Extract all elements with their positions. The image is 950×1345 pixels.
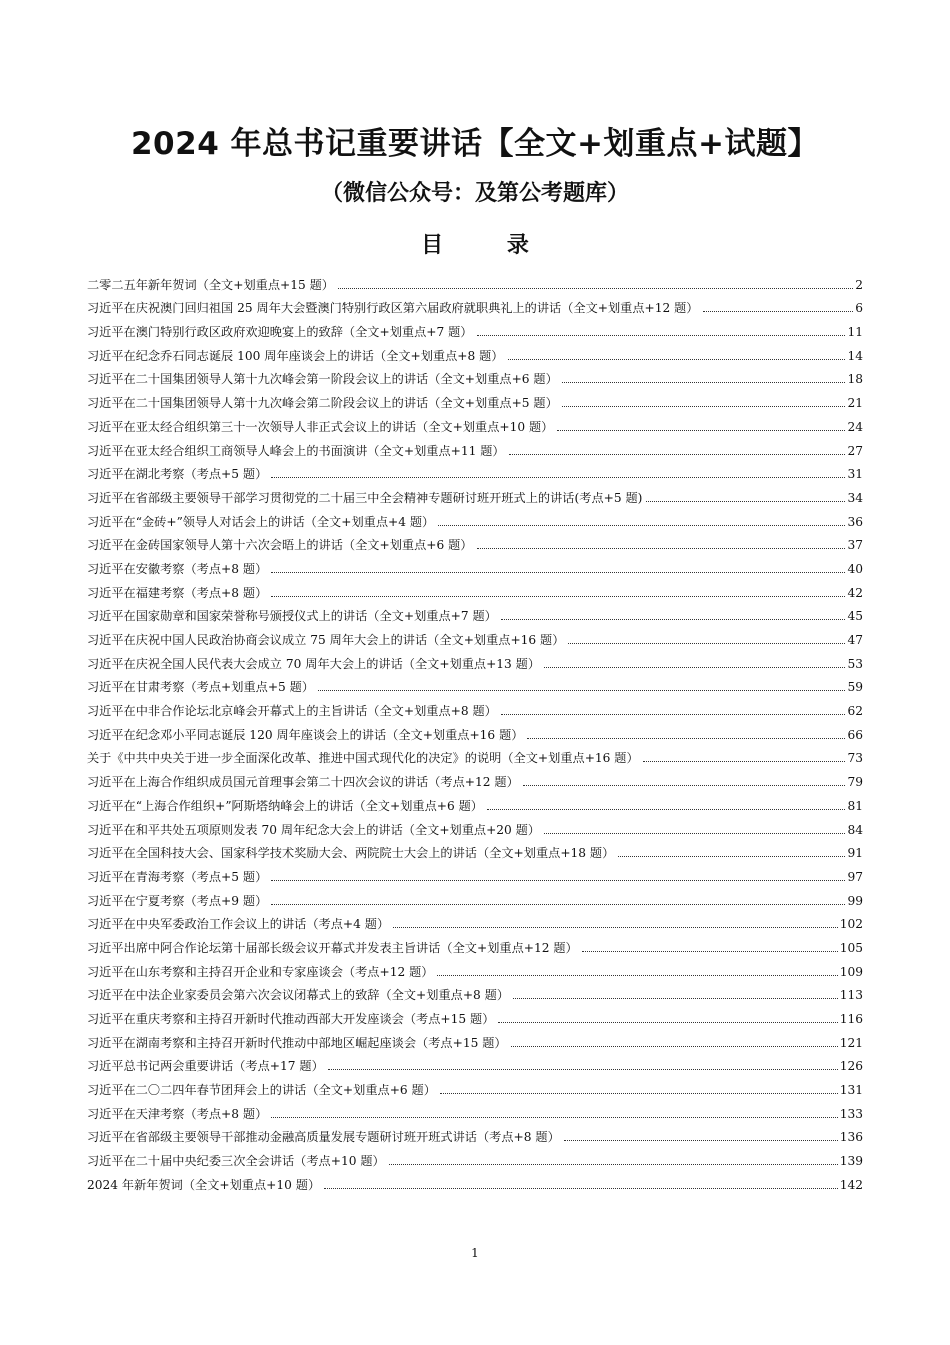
toc-entry[interactable] [87,576,863,600]
toc-entry[interactable] [87,931,863,955]
toc-entry-page: 102 [839,917,863,932]
toc-leader-dots [703,311,854,312]
toc-entry-title: 习近平在宁夏考察（考点+9 题） [87,893,268,908]
toc-leader-dots [582,951,838,952]
toc-leader-dots [393,927,838,928]
toc-entry[interactable] [87,1121,863,1145]
toc-entry[interactable] [87,600,863,624]
toc-entry-title: 习近平在重庆考察和主持召开新时代推动西部大开发座谈会（考点+15 题） [87,1012,495,1026]
toc-entry-page: 31 [847,467,863,482]
toc-entry[interactable] [87,1144,863,1168]
toc-entry-title: 习近平在湖南考察和主持召开新时代推动中部地区崛起座谈会（考点+15 题） [87,1035,507,1050]
toc-entry-page: 126 [839,1059,863,1074]
toc-entry[interactable] [87,315,863,339]
toc-entry-title: 习近平在中非合作论坛北京峰会开幕式上的主旨讲话（全文+划重点+8 题） [87,704,497,719]
toc-entry[interactable] [87,884,863,908]
toc-entry-page: 59 [847,680,863,695]
toc-leader-dots [523,785,846,786]
toc-entry-page: 47 [847,633,863,647]
toc-entry[interactable] [87,410,863,434]
toc-entry-page: 42 [847,585,863,600]
toc-entry[interactable] [87,979,863,1003]
toc-entry-page: 131 [839,1083,863,1098]
toc-entry-title: 习近平在金砖国家领导人第十六次会晤上的讲话（全文+划重点+6 题） [87,538,473,553]
toc-leader-dots [527,738,845,739]
toc-entry-title: 习近平在“上海合作组织+”阿斯塔纳峰会上的讲话（全文+划重点+6 题） [87,798,483,813]
toc-leader-dots [477,335,846,336]
toc-leader-dots [501,619,846,620]
toc-entry-title: 习近平在福建考察（考点+8 题） [87,585,268,600]
toc-entry-page: 142 [839,1177,863,1192]
toc-leader-dots [511,1046,838,1047]
toc-entry[interactable] [87,529,863,553]
toc-entry-page: 37 [847,538,863,553]
toc-entry[interactable] [87,1026,863,1050]
toc-entry-page: 53 [847,656,863,671]
toc-entry-page: 27 [847,443,863,458]
toc-entry-title: 习近平在庆祝全国人民代表大会成立 70 周年大会上的讲话（全文+划重点+13 题） [87,656,541,671]
toc-entry[interactable] [87,742,863,766]
toc-leader-dots [271,880,845,881]
toc-entry-page: 62 [847,704,863,719]
toc-entry[interactable] [87,765,863,789]
toc-leader-dots [564,1140,838,1141]
toc-entry-title: 习近平在二十国集团领导人第十九次峰会第二阶段会议上的讲话（全文+划重点+5 题） [87,396,558,411]
toc-entry-title: 习近平在庆祝澳门回归祖国 25 周年大会暨澳门特别行政区第六届政府就职典礼上的讲话（全文+划重点+12 题） [87,301,699,316]
toc-entry[interactable] [87,837,863,861]
toc-entry-title: 2024 年新年贺词（全文+划重点+10 题） [87,1177,321,1192]
toc-leader-dots [508,359,846,360]
toc-leader-dots [568,643,845,644]
toc-entry[interactable] [87,860,863,884]
toc-entry-page: 18 [847,372,863,387]
toc-entry-page: 105 [839,940,863,955]
toc-entry-page: 36 [847,514,863,529]
toc-leader-dots [324,1188,838,1189]
toc-leader-dots [271,572,845,573]
toc-entry-page: 24 [847,419,863,434]
toc-entry-page: 121 [839,1035,863,1050]
toc-entry-page: 99 [847,893,863,908]
toc-entry-title: 习近平在天津考察（考点+8 题） [87,1106,268,1121]
toc-entry-page: 91 [847,846,863,861]
toc-entry-page: 109 [839,964,863,979]
toc-entry[interactable] [87,955,863,979]
toc-leader-dots [318,690,845,691]
toc-entry-page: 40 [847,561,863,576]
toc-entry-title: 习近平在省部级主要领导干部推动金融高质量发展专题研讨班开班式讲话（考点+8 题） [87,1130,560,1145]
toc-entry-title: 习近平在二十国集团领导人第十九次峰会第一阶段会议上的讲话（全文+划重点+6 题） [87,372,558,387]
toc-heading: 目 录 [421,233,557,258]
toc-entry-page: 2 [855,277,863,292]
toc-leader-dots [646,501,845,502]
toc-entry-title: 习近平在二〇二四年春节团拜会上的讲话（全文+划重点+6 题） [87,1083,436,1098]
toc-entry-title: 习近平在国家勋章和国家荣誉称号颁授仪式上的讲话（全文+划重点+7 题） [87,609,497,624]
toc-entry-page: 73 [847,751,863,766]
toc-entry-page: 14 [847,348,863,363]
toc-entry[interactable] [87,1168,863,1192]
toc-leader-dots [498,1022,837,1023]
toc-leader-dots [557,430,845,431]
toc-entry-title: 习近平在庆祝中国人民政治协商会议成立 75 周年大会上的讲话（全文+划重点+16 题） [87,633,565,647]
toc-entry[interactable] [87,268,863,292]
toc-entry-page: 84 [847,822,863,837]
toc-entry[interactable] [87,481,863,505]
toc-leader-dots [437,975,837,976]
toc-leader-dots [338,288,853,289]
toc-leader-dots [509,454,846,455]
toc-entry[interactable] [87,552,863,576]
toc-entry-title: 习近平在青海考察（考点+5 题） [87,869,268,884]
toc-entry-title: 习近平在中法企业家委员会第六次会议闭幕式上的致辞（全文+划重点+8 题） [87,988,510,1003]
toc-entry-page: 81 [847,798,863,813]
toc-entry-title: 关于《中共中央关于进一步全面深化改革、推进中国式现代化的决定》的说明（全文+划重点+16 题） [87,751,639,766]
toc-leader-dots [271,1117,837,1118]
toc-entry-title: 习近平在亚太经合组织第三十一次领导人非正式会议上的讲话（全文+划重点+10 题） [87,419,554,434]
toc-entry-title: 习近平在纪念邓小平同志诞辰 120 周年座谈会上的讲话（全文+划重点+16 题） [87,727,524,742]
toc-entry[interactable] [87,458,863,482]
toc-entry-page: 133 [839,1106,863,1121]
toc-entry-page: 11 [847,325,863,340]
toc-entry-title: 习近平在“金砖+”领导人对话会上的讲话（全文+划重点+4 题） [87,514,435,529]
toc-entry-page: 45 [847,609,863,624]
toc-leader-dots [618,856,845,857]
toc-entry[interactable] [87,789,863,813]
toc-leader-dots [328,1069,838,1070]
toc-entry[interactable] [87,339,863,363]
page-number: 1 [471,1246,479,1260]
document-subtitle: （微信公众号：及第公考题库） [320,181,629,206]
toc-entry-title: 习近平在省部级主要领导干部学习贯彻党的二十届三中全会精神专题研讨班开班式上的讲话(考点+5 题) [87,490,643,505]
toc-entry-page: 66 [847,727,863,742]
toc-leader-dots [544,833,845,834]
toc-entry[interactable] [87,292,863,316]
toc-entry[interactable] [87,813,863,837]
toc-entry-title: 习近平在安徽考察（考点+8 题） [87,561,268,576]
toc-entry-title: 习近平总书记两会重要讲话（考点+17 题） [87,1059,324,1074]
toc-entry-page: 21 [847,396,863,411]
toc-entry-title: 习近平出席中阿合作论坛第十届部长级会议开幕式并发表主旨讲话（全文+划重点+12 题） [87,940,578,955]
toc-entry-page: 136 [839,1130,863,1145]
toc-leader-dots [271,596,845,597]
toc-entry-title: 习近平在纪念乔石同志诞辰 100 周年座谈会上的讲话（全文+划重点+8 题） [87,348,504,363]
toc-entry-title: 二零二五年新年贺词（全文+划重点+15 题） [87,277,334,292]
toc-entry-page: 113 [839,988,863,1003]
toc-entry-page: 6 [855,301,863,316]
toc-entry-page: 139 [839,1154,863,1169]
toc-entry-title: 习近平在中央军委政治工作会议上的讲话（考点+4 题） [87,917,390,932]
toc-entry-title: 习近平在澳门特别行政区政府欢迎晚宴上的致辞（全文+划重点+7 题） [87,325,473,340]
toc-leader-dots [440,1093,838,1094]
toc-entry-title: 习近平在甘肃考察（考点+划重点+5 题） [87,680,315,695]
toc-entry-page: 116 [839,1012,863,1026]
toc-entry-page: 34 [847,490,863,505]
document-title: 2024 年总书记重要讲话【全文+划重点+试题】 [130,126,820,162]
toc-entry-page: 97 [847,869,863,884]
toc-leader-dots [562,406,846,407]
toc-entry[interactable] [87,623,863,647]
toc-leader-dots [271,477,845,478]
toc-entry[interactable] [87,1097,863,1121]
toc-leader-dots [643,761,846,762]
toc-entry[interactable] [87,1073,863,1097]
toc-entry[interactable] [87,1050,863,1074]
toc-entry[interactable] [87,718,863,742]
toc-leader-dots [513,998,838,999]
toc-entry-title: 习近平在全国科技大会、国家科学技术奖励大会、两院院士大会上的讲话（全文+划重点+18 题） [87,846,615,861]
toc-leader-dots [271,904,845,905]
toc-entry-title: 习近平在亚太经合组织工商领导人峰会上的书面演讲（全文+划重点+11 题） [87,443,505,458]
toc-entry-title: 习近平在二十届中央纪委三次全会讲话（考点+10 题） [87,1154,385,1169]
toc-entry[interactable] [87,1002,863,1026]
toc-entry[interactable] [87,363,863,387]
toc-leader-dots [438,525,845,526]
toc-entry[interactable] [87,908,863,932]
toc-entry[interactable] [87,671,863,695]
toc-entry[interactable] [87,505,863,529]
toc-entry-title: 习近平在和平共处五项原则发表 70 周年纪念大会上的讲话（全文+划重点+20 题） [87,822,541,837]
toc-entry[interactable] [87,694,863,718]
toc-entry-title: 习近平在山东考察和主持召开企业和专家座谈会（考点+12 题） [87,964,434,979]
toc-entry[interactable] [87,647,863,671]
toc-leader-dots [389,1164,838,1165]
toc-entry[interactable] [87,434,863,458]
toc-entry[interactable] [87,386,863,410]
toc-leader-dots [487,809,846,810]
toc-entry-title: 习近平在上海合作组织成员国元首理事会第二十四次会议的讲话（考点+12 题） [87,775,519,790]
toc-entry-page: 79 [847,775,863,790]
toc-leader-dots [562,382,846,383]
toc-leader-dots [544,667,845,668]
table-of-contents [87,268,863,1192]
toc-entry-title: 习近平在湖北考察（考点+5 题） [87,467,268,482]
toc-leader-dots [477,548,846,549]
toc-leader-dots [501,714,846,715]
